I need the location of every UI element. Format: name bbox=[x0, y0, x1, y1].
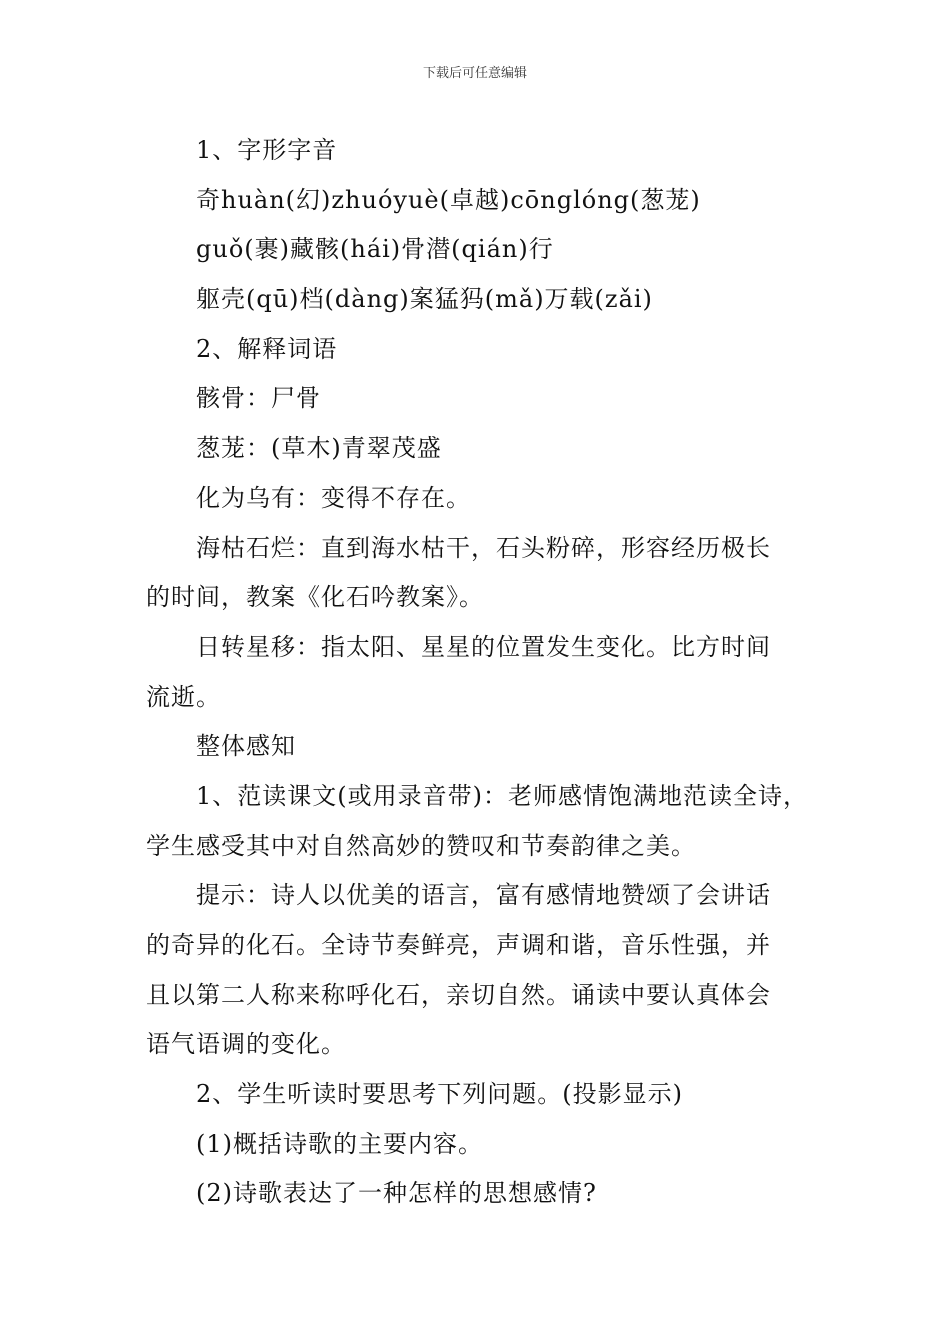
question-item-2: (2)诗歌表达了一种怎样的思想感情? bbox=[196, 1179, 597, 1207]
vocabulary-item-haikushilan: 海枯石烂：直到海水枯干，石头粉碎，形容经历极长 bbox=[196, 534, 771, 562]
paragraph-hint-line-2: 的奇异的化石。全诗节奏鲜亮，声调和谐，音乐性强，并 bbox=[146, 931, 771, 959]
paragraph-model-reading: 1、范读课文(或用录音带)：老师感情饱满地范读全诗， bbox=[196, 782, 808, 810]
section-heading-glyphs-pronunciation: 1、字形字音 bbox=[196, 136, 338, 164]
paragraph-listening-questions: 2、学生听读时要思考下列问题。(投影显示) bbox=[196, 1080, 683, 1108]
pronunciation-line-3: 躯壳(qū)档(dàng)案猛犸(mǎ)万载(zǎi) bbox=[196, 285, 653, 313]
vocabulary-item-rizhuanxingyi: 日转星移：指太阳、星星的位置发生变化。比方时间 bbox=[196, 633, 771, 661]
vocabulary-item-huaweiwuyou: 化为乌有：变得不存在。 bbox=[196, 484, 471, 512]
paragraph-model-reading-continued: 学生感受其中对自然高妙的赞叹和节奏韵律之美。 bbox=[146, 832, 696, 860]
paragraph-hint: 提示：诗人以优美的语言，富有感情地赞颂了会讲话 bbox=[196, 881, 771, 909]
page-header-note: 下载后可任意编辑 bbox=[422, 66, 527, 81]
section-heading-vocabulary: 2、解释词语 bbox=[196, 335, 338, 363]
pronunciation-line-1: 奇huàn(幻)zhuóyuè(卓越)cōnglóng(葱茏) bbox=[196, 186, 701, 214]
vocabulary-item-conglong: 葱茏：(草木)青翠茂盛 bbox=[196, 434, 442, 462]
question-item-1: (1)概括诗歌的主要内容。 bbox=[196, 1130, 483, 1158]
pronunciation-line-2: guǒ(裹)藏骸(hái)骨潜(qián)行 bbox=[196, 235, 554, 263]
vocabulary-item-rizhuanxingyi-continued: 流逝。 bbox=[146, 683, 221, 711]
vocabulary-item-haikushilan-continued: 的时间，教案《化石吟教案》。 bbox=[146, 583, 484, 611]
paragraph-hint-line-4: 语气语调的变化。 bbox=[146, 1030, 346, 1058]
vocabulary-item-haigu: 骸骨：尸骨 bbox=[196, 384, 321, 412]
section-heading-overall-perception: 整体感知 bbox=[196, 732, 296, 760]
paragraph-hint-line-3: 且以第二人称来称呼化石，亲切自然。诵读中要认真体会 bbox=[146, 981, 771, 1009]
